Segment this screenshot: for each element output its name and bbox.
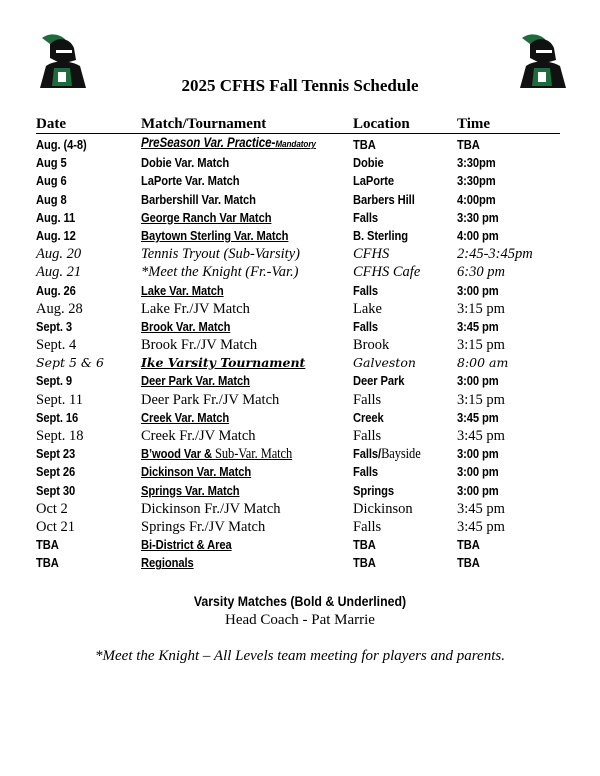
table-row — [36, 500, 560, 518]
row-location — [353, 154, 442, 172]
row-location — [353, 318, 442, 336]
location-text: TBA — [353, 537, 376, 553]
match-text: Deer Park Fr./JV Match — [141, 391, 280, 408]
time-text: 3:00 pm — [457, 446, 499, 462]
table-row — [36, 318, 560, 336]
match-text: Brook Fr./JV Match — [141, 337, 258, 354]
row-match — [141, 354, 353, 372]
date-text: Aug. 20 — [36, 246, 82, 263]
match-text: Bi-District & Area — [141, 537, 232, 553]
row-match — [141, 445, 323, 463]
table-row — [36, 245, 560, 263]
table-row — [36, 190, 560, 208]
match-text: Tennis Tryout (Sub-Varsity) — [141, 246, 300, 263]
table-row — [36, 481, 560, 499]
row-location — [353, 518, 457, 536]
location-text: Dobie — [353, 155, 384, 171]
row-date — [36, 390, 141, 408]
time-text: 3:45 pm — [457, 428, 505, 444]
match-text: Baytown Sterling Var. Match — [141, 227, 289, 243]
table-row — [36, 209, 560, 227]
row-time — [457, 427, 560, 445]
row-location — [353, 300, 457, 318]
row-match — [141, 427, 353, 445]
row-time — [457, 209, 546, 227]
row-match — [141, 172, 323, 190]
row-match — [141, 463, 323, 481]
row-date — [36, 134, 126, 155]
header-location: Location — [353, 113, 457, 134]
row-time — [457, 336, 560, 354]
row-location — [353, 172, 442, 190]
row-date — [36, 190, 126, 208]
row-match — [141, 263, 353, 281]
table-row — [36, 390, 560, 408]
row-time — [457, 372, 546, 390]
time-text: 3:15 pm — [457, 391, 505, 408]
row-match — [141, 536, 323, 554]
row-date — [36, 536, 126, 554]
time-text: TBA — [457, 537, 480, 553]
row-time — [457, 263, 560, 281]
time-text: 3:45 pm — [457, 409, 499, 425]
match-text: *Meet the Knight (Fr.-Var.) — [141, 264, 299, 281]
row-match — [141, 227, 323, 245]
match-text: Dickinson Fr./JV Match — [141, 500, 281, 517]
table-row — [36, 281, 560, 299]
row-match — [141, 481, 323, 499]
schedule-table — [36, 113, 560, 572]
match-text: Ike Varsity Tournament — [141, 355, 306, 371]
row-location — [353, 554, 442, 572]
match-text: George Ranch Var Match — [141, 209, 272, 225]
row-match — [141, 409, 323, 427]
row-date — [36, 336, 141, 354]
row-location — [353, 354, 457, 372]
table-row — [36, 427, 560, 445]
row-match — [141, 154, 323, 172]
varsity-legend: Varsity Matches (Bold & Underlined) — [193, 593, 407, 609]
time-text: 3:30pm — [457, 173, 496, 189]
location-text: Falls — [353, 428, 382, 444]
date-text: Aug. 28 — [36, 300, 83, 317]
time-text: 3:30 pm — [457, 209, 499, 225]
match-text: Brook Var. Match — [141, 318, 231, 334]
date-text: Sept 23 — [36, 446, 76, 462]
date-text: Sept 30 — [36, 482, 76, 498]
page-title: 2025 CFHS Fall Tennis Schedule — [181, 76, 419, 95]
location-text: Deer Park — [353, 373, 405, 389]
row-location — [353, 245, 457, 263]
table-row — [36, 134, 560, 155]
row-time — [457, 463, 546, 481]
row-date — [36, 463, 126, 481]
table-row — [36, 154, 560, 172]
row-date — [36, 263, 141, 281]
time-text: 3:00 pm — [457, 373, 499, 389]
time-text: 3:00 pm — [457, 464, 499, 480]
row-date — [36, 209, 126, 227]
row-date — [36, 409, 126, 427]
row-time — [457, 134, 546, 155]
date-text: Aug. (4-8) — [36, 137, 87, 152]
row-time — [457, 227, 546, 245]
date-text: Sept. 3 — [36, 318, 73, 334]
date-text: Aug. 21 — [36, 264, 82, 281]
row-location — [353, 481, 442, 499]
row-location — [353, 390, 457, 408]
date-text: Sept. 18 — [36, 428, 84, 444]
location-text: Springs — [353, 482, 395, 498]
row-time — [457, 518, 560, 536]
match-text: B’wood Var & — [141, 446, 216, 462]
table-row — [36, 554, 560, 572]
match-text: Barbershill Var. Match — [141, 191, 256, 207]
table-row — [36, 463, 560, 481]
table-row — [36, 263, 560, 281]
table-row — [36, 336, 560, 354]
row-date — [36, 518, 141, 536]
location-text: CFHS — [353, 246, 390, 263]
date-text: Aug 6 — [36, 173, 67, 189]
location-text: Barbers Hill — [353, 191, 415, 207]
time-text: 3:15 pm — [457, 337, 505, 354]
location-text: LaPorte — [353, 173, 395, 189]
match-text: Dickinson Var. Match — [141, 464, 252, 480]
table-row — [36, 409, 560, 427]
match-extra-text: Mandatory — [275, 139, 316, 150]
table-row — [36, 300, 560, 318]
date-text: Sept. 9 — [36, 373, 73, 389]
row-time — [457, 354, 560, 372]
location-text: TBA — [353, 137, 376, 152]
row-match — [141, 245, 353, 263]
row-date — [36, 427, 141, 445]
date-text: Sept 5 & 6 — [36, 355, 104, 371]
match-text: Springs Var. Match — [141, 482, 240, 498]
time-text: 3:30pm — [457, 155, 496, 171]
row-time — [457, 536, 546, 554]
head-coach: Head Coach - Pat Marrie — [225, 612, 375, 628]
time-text: 3:45 pm — [457, 518, 505, 535]
date-text: Sept. 11 — [36, 391, 83, 408]
row-location — [353, 281, 442, 299]
row-match — [141, 190, 323, 208]
time-text: 8:00 am — [457, 355, 509, 371]
row-match — [141, 372, 323, 390]
header-match: Match/Tournament — [141, 113, 353, 134]
header-date: Date — [36, 113, 141, 134]
row-match — [141, 134, 323, 155]
match-extra-text: Sub-Var. Match — [215, 446, 293, 463]
date-text: Sept. 4 — [36, 337, 77, 354]
match-text: Creek Fr./JV Match — [141, 428, 256, 444]
match-text: Lake Fr./JV Match — [141, 300, 250, 317]
row-date — [36, 172, 126, 190]
schedule-rows — [36, 134, 560, 573]
location-text: B. Sterling — [353, 227, 408, 243]
match-text: PreSeason Var. Practice- — [141, 135, 276, 150]
row-time — [457, 409, 546, 427]
header-time: Time — [457, 113, 560, 134]
location-text: Falls — [353, 209, 379, 225]
row-date — [36, 300, 141, 318]
time-text: 3:45 pm — [457, 318, 499, 334]
match-text: Creek Var. Match — [141, 409, 230, 425]
row-time — [457, 390, 560, 408]
row-time — [457, 481, 546, 499]
row-time — [457, 281, 546, 299]
match-text: Dobie Var. Match — [141, 155, 230, 171]
row-match — [141, 390, 353, 408]
row-location — [353, 536, 442, 554]
location-text: Falls — [353, 318, 379, 334]
row-date — [36, 554, 126, 572]
match-text: Lake Var. Match — [141, 282, 224, 298]
row-date — [36, 245, 141, 263]
row-date — [36, 318, 126, 336]
date-text: Aug 8 — [36, 191, 67, 207]
row-date — [36, 500, 141, 518]
location-text: Galveston — [353, 355, 416, 371]
time-text: 2:45-3:45pm — [457, 246, 533, 263]
date-text: Sept 26 — [36, 464, 76, 480]
row-location — [353, 263, 457, 281]
row-location — [353, 463, 442, 481]
time-text: 3:00 pm — [457, 282, 499, 298]
location-text: Falls/ — [353, 446, 382, 462]
row-date — [36, 154, 126, 172]
row-match — [141, 500, 353, 518]
row-location — [353, 427, 457, 445]
row-time — [457, 554, 546, 572]
table-row — [36, 227, 560, 245]
row-location — [353, 409, 442, 427]
row-match — [141, 209, 323, 227]
row-time — [457, 154, 546, 172]
location-text: Falls — [353, 518, 382, 535]
location-text: TBA — [353, 555, 376, 571]
match-text: Springs Fr./JV Match — [141, 518, 266, 535]
time-text: 4:00 pm — [457, 227, 499, 243]
row-time — [457, 190, 546, 208]
row-location — [353, 134, 442, 155]
row-time — [457, 300, 560, 318]
date-text: TBA — [36, 537, 59, 553]
date-text: Aug. 26 — [36, 282, 76, 298]
row-date — [36, 481, 126, 499]
row-location — [353, 190, 442, 208]
table-row — [36, 445, 560, 463]
match-text: Regionals — [141, 555, 194, 571]
row-match — [141, 554, 323, 572]
table-header-row — [36, 113, 560, 134]
time-text: 4:00pm — [457, 191, 496, 207]
row-location — [353, 227, 442, 245]
location-text: Creek — [353, 409, 384, 425]
time-text: 6:30 pm — [457, 264, 505, 281]
time-text: 3:45 pm — [457, 500, 505, 517]
row-match — [141, 336, 353, 354]
date-text: Aug 5 — [36, 155, 67, 171]
time-text: 3:15 pm — [457, 300, 505, 317]
date-text: Aug. 12 — [36, 227, 76, 243]
date-text: Oct 2 — [36, 500, 68, 517]
table-row — [36, 354, 560, 372]
row-date — [36, 281, 126, 299]
row-time — [457, 500, 560, 518]
row-date — [36, 445, 126, 463]
location-extra-text: Bayside — [381, 446, 421, 463]
time-text: 3:00 pm — [457, 482, 499, 498]
date-text: Oct 21 — [36, 518, 76, 535]
row-date — [36, 227, 126, 245]
row-match — [141, 318, 323, 336]
location-text: Falls — [353, 391, 382, 408]
date-text: Sept. 16 — [36, 409, 79, 425]
row-location — [353, 209, 442, 227]
row-location — [353, 500, 457, 518]
table-row — [36, 518, 560, 536]
row-time — [457, 318, 546, 336]
row-time — [457, 172, 546, 190]
row-time — [457, 445, 546, 463]
location-text: Falls — [353, 464, 379, 480]
location-text: Lake — [353, 300, 382, 317]
time-text: TBA — [457, 137, 480, 152]
location-text: Falls — [353, 282, 379, 298]
row-match — [141, 300, 353, 318]
table-row — [36, 536, 560, 554]
date-text: Aug. 11 — [36, 209, 76, 225]
meet-the-knight-note: *Meet the Knight – All Levels team meeting for players and parents. — [95, 648, 505, 664]
location-text: Brook — [353, 337, 390, 354]
date-text: TBA — [36, 555, 59, 571]
row-location — [353, 336, 457, 354]
row-location — [353, 445, 442, 463]
time-text: TBA — [457, 555, 480, 571]
match-text: LaPorte Var. Match — [141, 173, 240, 189]
row-match — [141, 281, 323, 299]
location-text: Dickinson — [353, 500, 413, 517]
location-text: CFHS Cafe — [353, 264, 421, 281]
row-location — [353, 372, 442, 390]
row-time — [457, 245, 560, 263]
row-match — [141, 518, 353, 536]
match-text: Deer Park Var. Match — [141, 373, 250, 389]
table-row — [36, 172, 560, 190]
table-row — [36, 372, 560, 390]
row-date — [36, 372, 126, 390]
row-date — [36, 354, 141, 372]
